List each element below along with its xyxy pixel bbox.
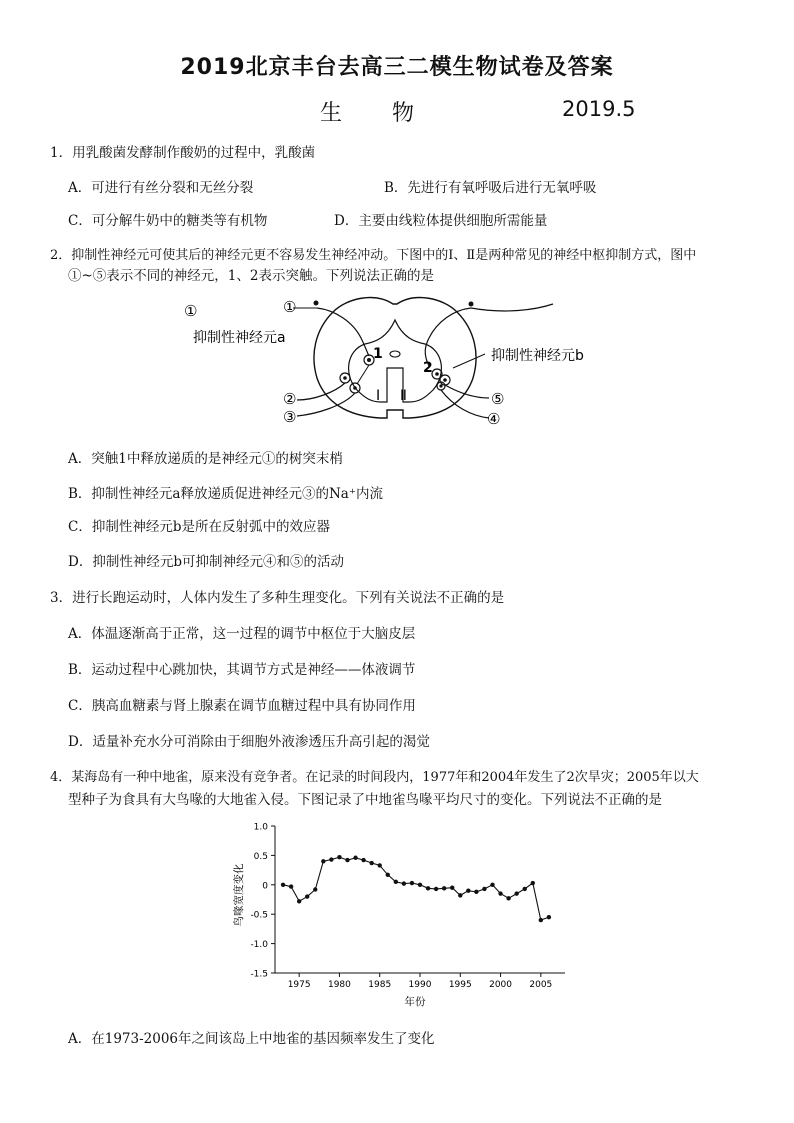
- y-tick-label: 1.0: [253, 822, 268, 833]
- data-point: [523, 887, 527, 891]
- chart-axes: [275, 826, 565, 973]
- data-point: [418, 883, 422, 887]
- x-tick-label: 1985: [368, 980, 392, 990]
- series-line: [283, 857, 549, 920]
- x-tick-label: 1990: [408, 980, 432, 990]
- question-2-option-d: D．抑制性神经元b可抑制神经元④和⑤的活动: [68, 554, 344, 570]
- data-point: [369, 861, 373, 865]
- question-2-option-b: B．抑制性神经元a释放递质促进神经元③的Na⁺内流: [68, 486, 383, 502]
- question-3-option-a: A．体温逐渐高于正常，这一过程的调节中枢位于大脑皮层: [68, 626, 416, 642]
- chart-series: [281, 855, 551, 922]
- data-point: [361, 858, 365, 862]
- data-point: [337, 855, 341, 859]
- data-point: [474, 890, 478, 894]
- y-tick-label: 0: [262, 881, 268, 892]
- label-inhibitory-neuron-a: 抑制性神经元a: [193, 330, 286, 346]
- data-point: [289, 884, 293, 888]
- label-neuron-1-top: ①: [283, 298, 297, 316]
- data-point: [547, 915, 551, 919]
- question-2-option-c: C．抑制性神经元b是所在反射弧中的效应器: [68, 519, 330, 535]
- question-3-option-c: C．胰高血糖素与肾上腺素在调节血糖过程中具有协同作用: [68, 698, 416, 714]
- data-point: [434, 887, 438, 891]
- data-point: [378, 863, 382, 867]
- data-point: [490, 883, 494, 887]
- data-point: [410, 881, 414, 885]
- data-point: [281, 883, 285, 887]
- label-neuron-3: ③: [283, 408, 297, 426]
- label-synapse-1: 1: [373, 346, 383, 362]
- y-tick-label: -1.0: [250, 940, 268, 951]
- data-point: [482, 887, 486, 891]
- y-tick-label: -1.5: [250, 969, 268, 980]
- question-4-stem-line-2: 型种子为食具有大鸟喙的大地雀入侵。下图记录了中地雀鸟喙平均尺寸的变化。下列说法不正确的是: [68, 792, 662, 808]
- data-point: [506, 896, 510, 900]
- y-tick-label: 0.5: [253, 851, 268, 862]
- data-point: [539, 918, 543, 922]
- data-point: [305, 894, 309, 898]
- label-neuron-4: ④: [487, 410, 501, 428]
- label-neuron-2: ②: [283, 390, 297, 408]
- x-tick-label: 1975: [287, 980, 311, 990]
- label-side-II: Ⅱ: [400, 388, 407, 404]
- data-point: [458, 893, 462, 897]
- data-point: [321, 859, 325, 863]
- question-1-option-a: A．可进行有丝分裂和无丝分裂: [68, 180, 254, 196]
- data-point: [402, 881, 406, 885]
- y-tick-label: -0.5: [250, 910, 268, 921]
- x-tick-label: 2000: [489, 980, 513, 990]
- question-1-option-b: B．先进行有氧呼吸后进行无氧呼吸: [384, 180, 597, 196]
- data-point: [297, 899, 301, 903]
- label-synapse-2: 2: [423, 360, 433, 376]
- data-point: [394, 880, 398, 884]
- question-1-stem: 1．用乳酸菌发酵制作酸奶的过程中，乳酸菌: [50, 145, 316, 161]
- page-title: 2019北京丰台去高三二模生物试卷及答案: [180, 55, 614, 80]
- question-1-option-d: D．主要由线粒体提供细胞所需能量: [334, 213, 548, 229]
- question-1-option-c: C．可分解牛奶中的糖类等有机物: [68, 213, 268, 229]
- data-point: [426, 886, 430, 890]
- label-neuron-5: ⑤: [491, 390, 505, 408]
- data-point: [345, 858, 349, 862]
- chart-x-axis-label: 年份: [404, 996, 426, 1008]
- x-tick-label: 1995: [448, 980, 472, 990]
- data-point: [353, 856, 357, 860]
- chart-ticks: [250, 823, 552, 991]
- chart-y-axis-label: 鸟喙宽度变化: [233, 863, 245, 927]
- exam-date: 2019.5: [562, 97, 636, 121]
- question-3-option-d: D．适量补充水分可消除由于细胞外液渗透压升高引起的渴觉: [68, 734, 430, 750]
- label-neuron-1-left: ①: [184, 302, 198, 320]
- data-point: [514, 891, 518, 895]
- question-4-stem-line-1: 4．某海岛有一种中地雀，原来没有竞争者。在记录的时间段内，1977年和2004年发生了2次旱灾；2005年以大: [50, 770, 699, 785]
- data-point: [466, 888, 470, 892]
- data-point: [450, 886, 454, 890]
- beak-size-chart: [225, 815, 575, 1015]
- label-inhibitory-neuron-b: 抑制性神经元b: [491, 348, 584, 364]
- spinal-cord-diagram: [175, 290, 615, 435]
- x-tick-label: 1980: [327, 980, 351, 990]
- question-3-option-b: B．运动过程中心跳加快，其调节方式是神经——体液调节: [68, 662, 416, 678]
- x-tick-label: 2005: [529, 980, 553, 990]
- data-point: [442, 886, 446, 890]
- subject-heading: 生 物: [320, 101, 417, 126]
- data-point: [498, 891, 502, 895]
- data-point: [386, 873, 390, 877]
- data-point: [329, 857, 333, 861]
- question-2-option-a: A．突触1中释放递质的是神经元①的树突末梢: [68, 451, 343, 467]
- question-2-stem-line-2: ①~⑤表示不同的神经元，1、2表示突触。下列说法正确的是: [68, 268, 434, 284]
- data-point: [531, 881, 535, 885]
- label-side-I: Ⅰ: [376, 388, 381, 404]
- question-4-option-a: A．在1973-2006年之间该岛上中地雀的基因频率发生了变化: [68, 1031, 435, 1047]
- question-3-stem: 3．进行长跑运动时，人体内发生了多种生理变化。下列有关说法不正确的是: [50, 590, 505, 606]
- data-point: [313, 887, 317, 891]
- question-2-stem-line-1: 2．抑制性神经元可使其后的神经元更不容易发生神经冲动。下图中的Ⅰ、Ⅱ是两种常见的神经中枢抑制方式，图中: [50, 248, 697, 263]
